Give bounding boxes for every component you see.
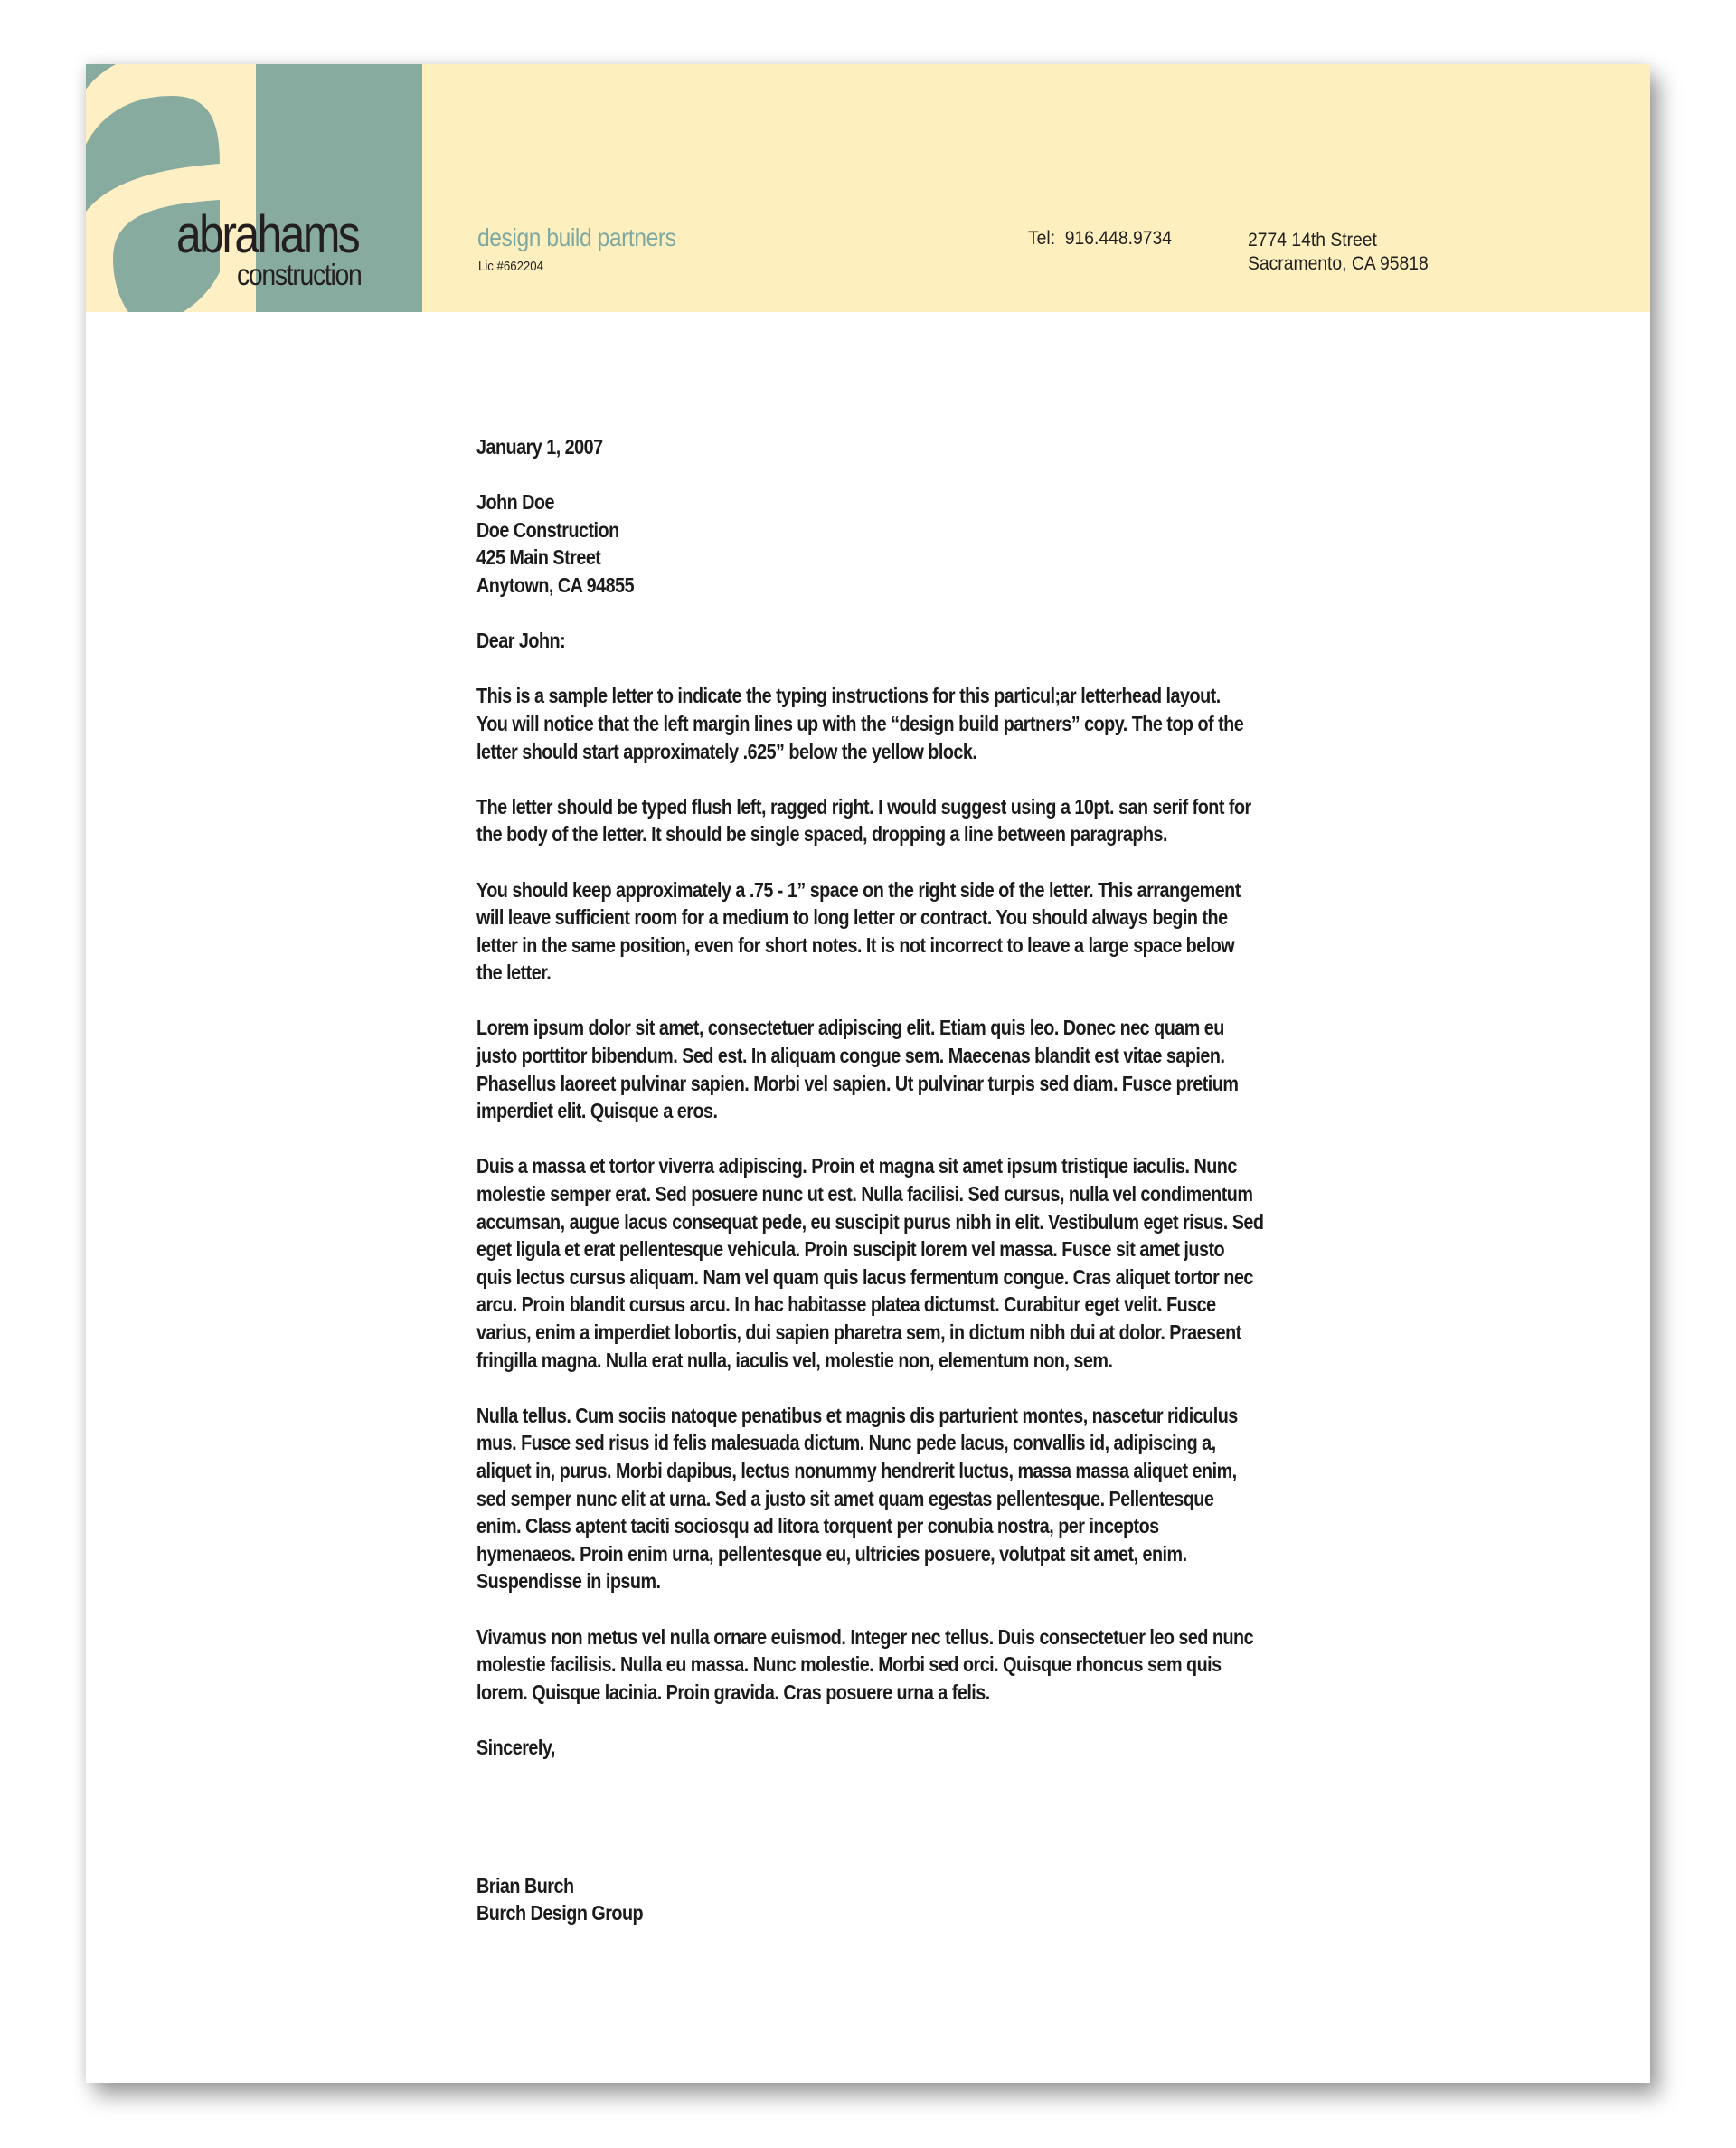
recipient-name: John Doe	[476, 490, 554, 515]
letterhead-header	[86, 64, 1650, 312]
logo-subtitle: construction	[237, 258, 362, 291]
paragraph-line: fringilla magna. Nulla erat nulla, iaculis vel, molestie non, elementum non, sem.	[476, 1348, 1113, 1372]
paragraph-line: Nulla tellus. Cum sociis natoque penatibus et magnis dis parturient montes, nascetur ridiculus	[476, 1403, 1238, 1427]
paragraph-line: the body of the letter. It should be single spaced, dropping a line between paragraphs.	[476, 822, 1168, 847]
signer-name: Brian Burch	[476, 1873, 574, 1897]
paragraph-line: varius, enim a imperdiet lobortis, dui sapien pharetra sem, in dictum nibh dui at dolor. Praesent	[476, 1320, 1241, 1344]
paragraph-line: You will notice that the left margin lines up with the “design build partners” copy. The top of the	[476, 711, 1244, 735]
company-address	[1248, 229, 1429, 276]
paragraph-7	[476, 1623, 1516, 1707]
signer-company: Burch Design Group	[476, 1901, 644, 1926]
letter-page	[86, 64, 1650, 2083]
paragraph-line: Duis a massa et tortor viverra adipiscing. Proin et magna sit amet ipsum tristique iaculis. Nunc	[476, 1154, 1237, 1178]
address-street: 2774 14th Street	[1248, 230, 1377, 251]
paragraph-line: accumsan, augue lacus consequat pede, eu suscipit purus nibh in elit. Vestibulum eget risus. Sed	[476, 1209, 1264, 1234]
paragraph-line: enim. Class aptent taciti sociosqu ad litora torquent per conubia nostra, per inceptos	[476, 1514, 1159, 1538]
paragraph-line: molestie facilisis. Nulla eu massa. Nunc molestie. Morbi sed orci. Quisque rhoncus sem quis	[476, 1652, 1222, 1677]
paragraph-line: lorem. Quisque lacinia. Proin gravida. Cras posuere urna a felis.	[476, 1680, 990, 1704]
tagline: design build partners	[477, 223, 676, 251]
paragraph-line: Suspendisse in ipsum.	[476, 1569, 661, 1594]
paragraph-4	[476, 1014, 1516, 1124]
recipient-company: Doe Construction	[476, 517, 619, 542]
address-city: Sacramento, CA 95818	[1248, 253, 1429, 274]
paragraph-line: mus. Fusce sed risus id felis malesuada dictum. Nunc pede lacus, convallis id, adipiscing a,	[476, 1431, 1216, 1455]
paragraph-line: justo porttitor bibendum. Sed est. In aliquam congue sem. Maecenas blandit est vitae sapien.	[476, 1044, 1225, 1068]
paragraph-line: arcu. Proin blandit cursus arcu. In hac habitasse platea dictumst. Curabitur eget velit. Fusce	[476, 1292, 1216, 1317]
salutation: Dear John:	[476, 629, 566, 653]
closing: Sincerely,	[476, 1735, 555, 1759]
signature-block	[476, 1872, 1516, 1927]
paragraph-line: This is a sample letter to indicate the typing instructions for this particul;ar letterhead layout.	[476, 684, 1221, 708]
paragraph-5	[476, 1152, 1516, 1374]
phone-number: Tel: 916.448.9734	[1028, 228, 1172, 249]
recipient-city: Anytown, CA 94855	[476, 572, 635, 597]
paragraph-line: the letter.	[476, 960, 552, 985]
paragraph-line: You should keep approximately a .75 - 1” space on the right side of the letter. This arrangement	[476, 877, 1241, 902]
paragraph-line: hymenaeos. Proin enim urna, pellentesque eu, ultricies posuere, volutpat sit amet, enim.	[476, 1541, 1187, 1566]
paragraph-line: quis lectus cursus aliquam. Nam vel quam quis lacus fermentum congue. Cras aliquet tortor nec	[476, 1264, 1253, 1289]
paragraph-6	[476, 1402, 1516, 1595]
license-number: Lic #662204	[478, 259, 543, 274]
paragraph-line: Phasellus laoreet pulvinar sapien. Morbi vel sapien. Ut pulvinar turpis sed diam. Fusce pretium	[476, 1071, 1239, 1095]
paragraph-line: Vivamus non metus vel nulla ornare euismod. Integer nec tellus. Duis consectetuer leo sed nunc	[476, 1624, 1254, 1649]
paragraph-line: will leave sufficient room for a medium to long letter or contract. You should always begin the	[476, 905, 1228, 930]
paragraph-line: letter in the same position, even for short notes. It is not incorrect to leave a large space below	[476, 932, 1235, 957]
paragraph-line: letter should start approximately .625” below the yellow block.	[476, 739, 977, 763]
paragraph-line: sed semper nunc elit at urna. Sed a justo sit amet quam egestas pellentesque. Pellentesque	[476, 1486, 1214, 1510]
paragraph-line: molestie semper erat. Sed posuere nunc ut est. Nulla facilisi. Sed cursus, nulla vel condimentum	[476, 1182, 1253, 1206]
paragraph-line: aliquet in, purus. Morbi dapibus, lectus nonummy hendrerit luctus, massa massa aliquet enim,	[476, 1458, 1237, 1482]
letter-body	[476, 433, 1516, 1927]
paragraph-1	[476, 682, 1516, 765]
paragraph-line: Lorem ipsum dolor sit amet, consectetuer adipiscing elit. Etiam quis leo. Donec nec quam eu	[476, 1016, 1224, 1040]
paragraph-line: The letter should be typed flush left, ragged right. I would suggest using a 10pt. san serif font for	[476, 794, 1251, 819]
paragraph-3	[476, 876, 1516, 987]
paragraph-line: imperdiet elit. Quisque a eros.	[476, 1099, 718, 1123]
letter-date: January 1, 2007	[476, 435, 603, 459]
paragraph-2	[476, 793, 1516, 848]
paragraph-line: eget ligula et erat pellentesque vehicula. Proin suscipit lorem vel massa. Fusce sit amet justo	[476, 1237, 1225, 1262]
recipient-block	[476, 488, 1516, 599]
logo-name: abrahams	[176, 205, 359, 264]
recipient-street: 425 Main Street	[476, 545, 601, 570]
logo-block	[86, 64, 422, 312]
